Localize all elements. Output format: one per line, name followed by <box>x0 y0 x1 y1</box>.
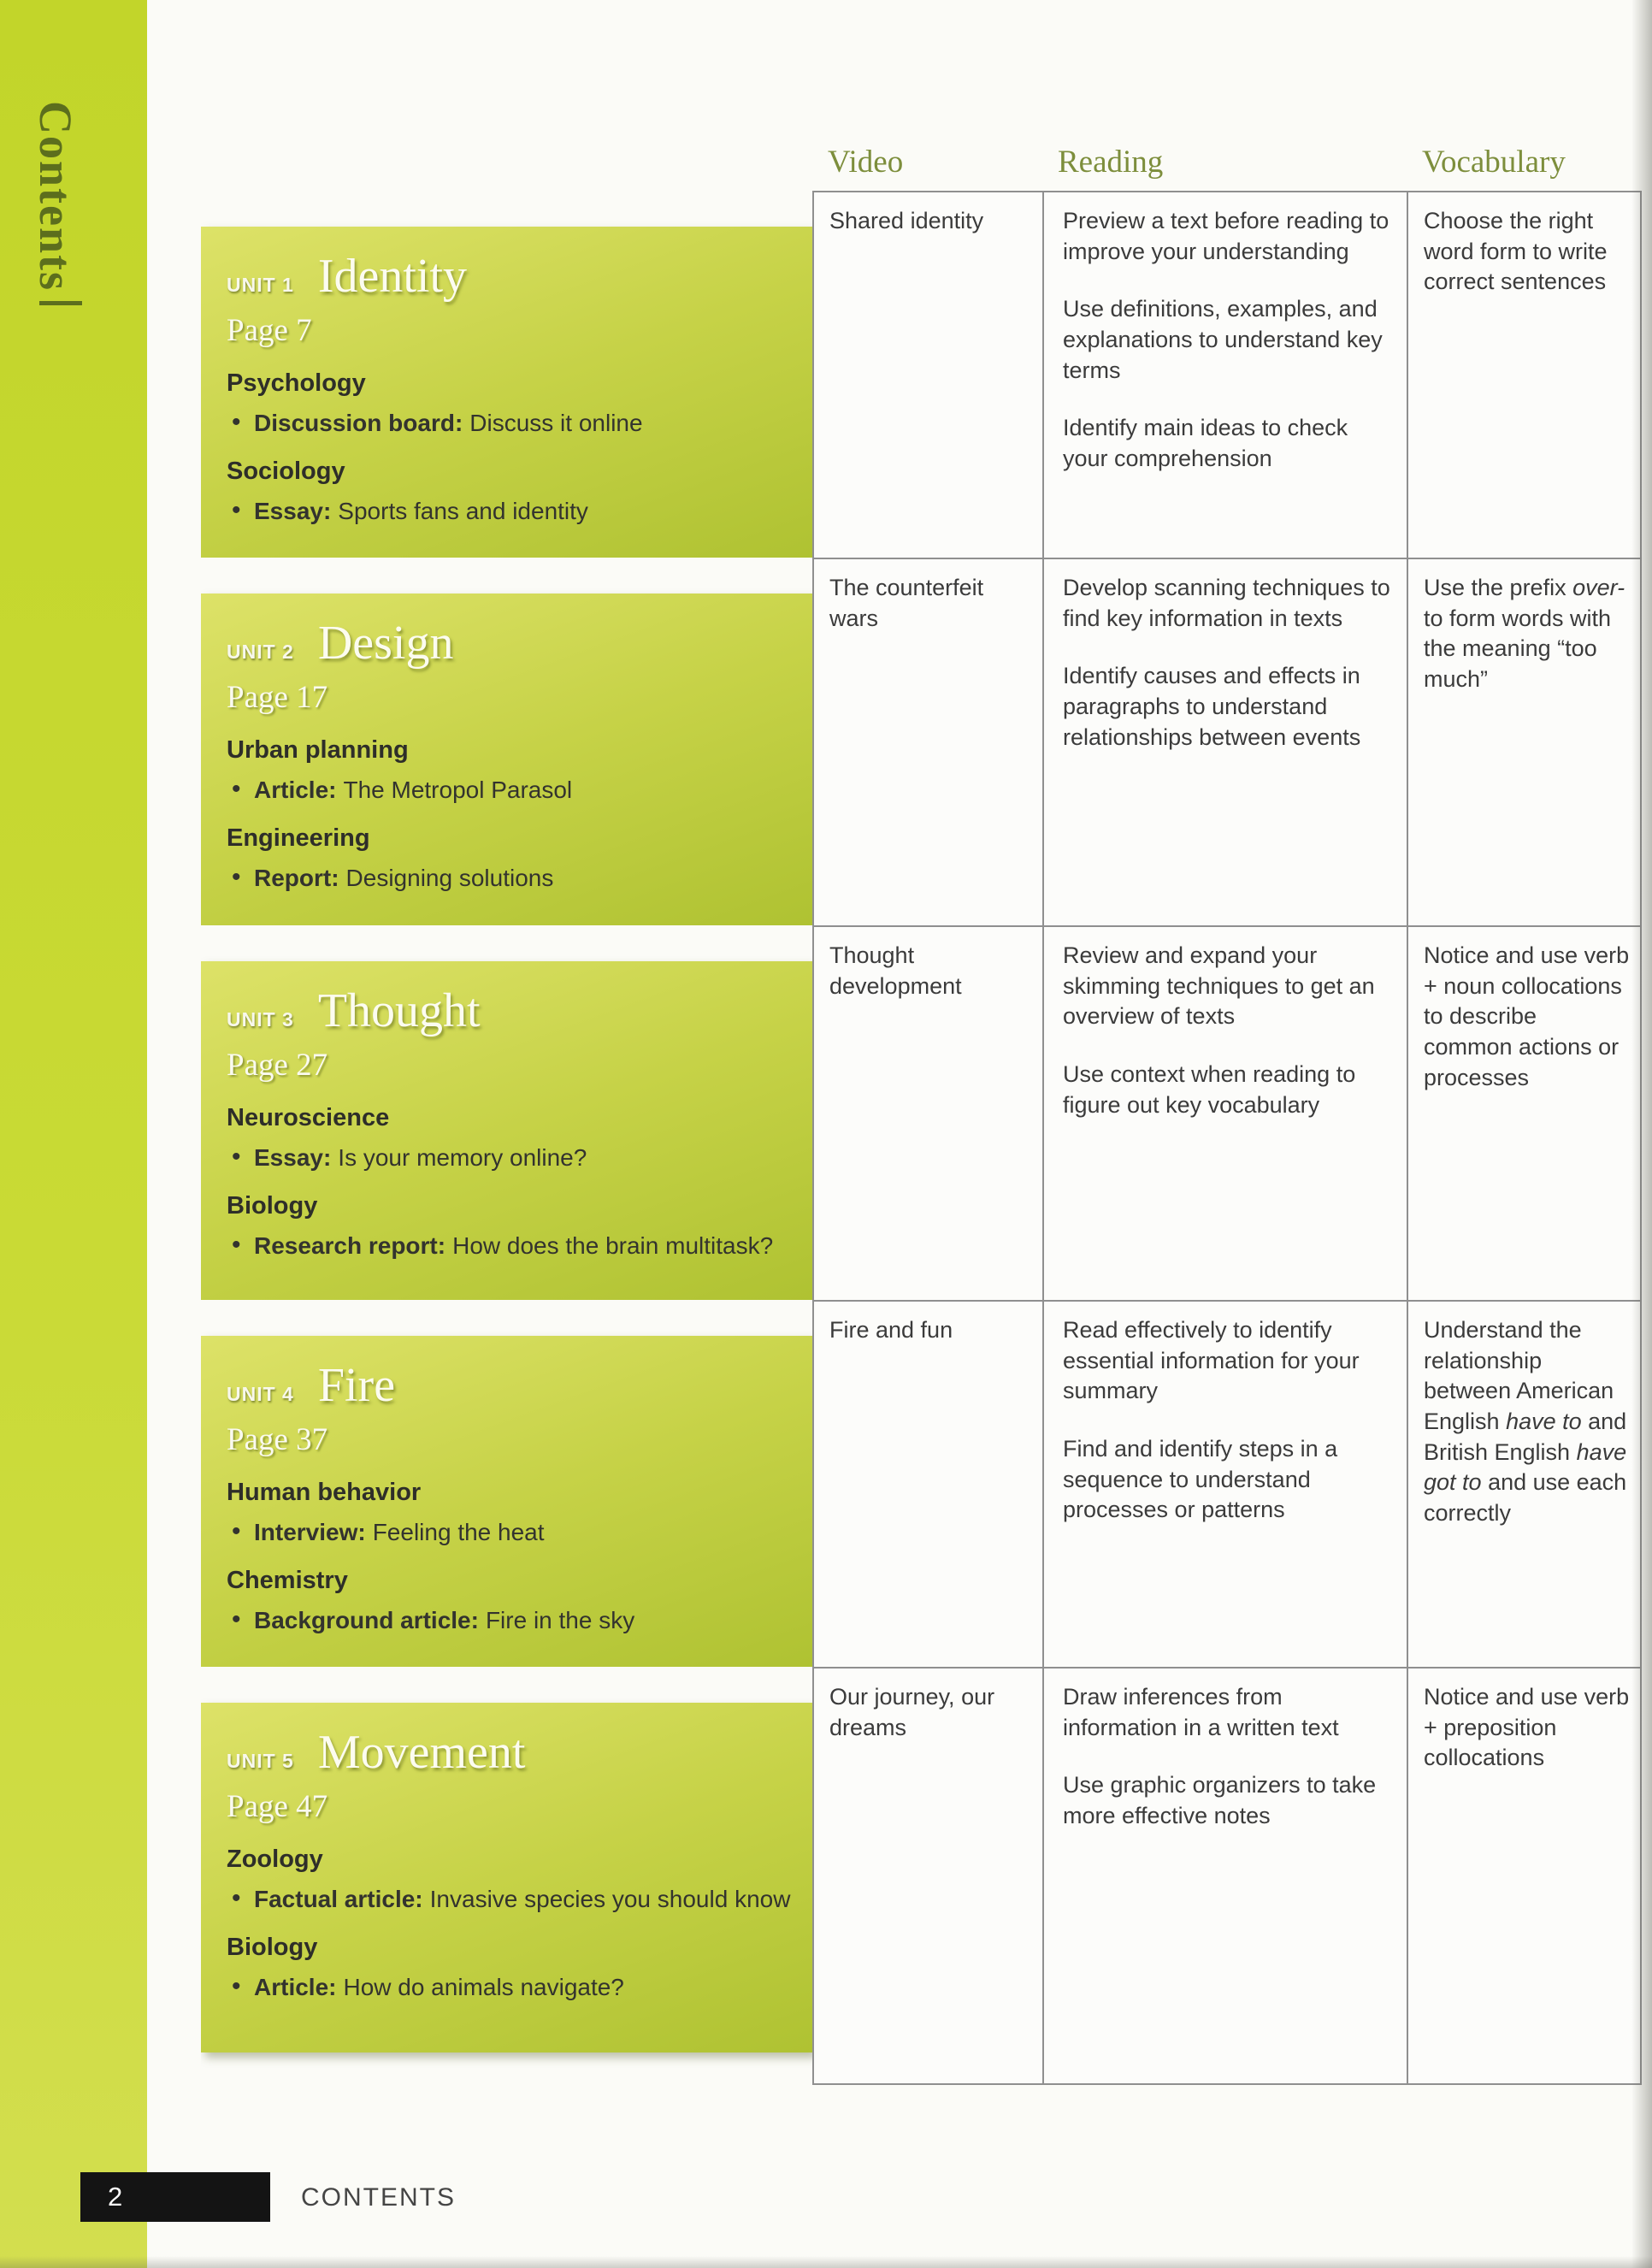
unit-heading <box>227 983 792 1038</box>
item-type-label: Article: <box>254 1974 337 2000</box>
reading-cell <box>1042 191 1407 558</box>
item-type-label: Discussion board: <box>254 410 463 436</box>
unit-number: UNIT 1 <box>227 274 294 296</box>
video-text: Fire and fun <box>829 1317 953 1343</box>
video-cell <box>812 191 1042 558</box>
footer-contents-label: CONTENTS <box>301 2183 456 2212</box>
unit-cell-design <box>201 558 812 925</box>
subject-item <box>227 1886 792 1913</box>
reading-point: Develop scanning techniques to find key information in texts <box>1063 575 1390 631</box>
reading-point: Identify causes and effects in paragraphs to understand relationships between events <box>1063 663 1361 750</box>
unit-panel <box>201 1703 812 2052</box>
contents-spine-title: Contents <box>30 101 81 292</box>
subject-item <box>227 1974 792 2001</box>
item-type-label: Background article: <box>254 1607 479 1633</box>
subject-item <box>227 1607 792 1634</box>
unit-number: UNIT 5 <box>227 1750 294 1772</box>
reading-point: Use context when reading to figure out key vocabulary <box>1063 1060 1356 1118</box>
vocabulary-cell <box>1407 925 1642 1300</box>
unit-title: Design <box>317 617 454 670</box>
unit-number: UNIT 2 <box>227 641 294 663</box>
unit-heading <box>227 1358 792 1413</box>
unit-cell-thought <box>201 925 812 1300</box>
unit-heading <box>227 616 792 670</box>
item-text: Discuss it online <box>469 410 643 436</box>
item-type-label: Report: <box>254 865 339 891</box>
unit-page: Page 47 <box>227 1789 328 1824</box>
video-cell <box>812 925 1042 1300</box>
page-number: 2 <box>108 2182 123 2212</box>
reading-point: Preview a text before reading to improve your understanding <box>1063 208 1389 264</box>
unit-title: Identity <box>317 250 468 303</box>
subject-name: Biology <box>227 1934 318 1961</box>
reading-point: Use definitions, examples, and explanations to understand key terms <box>1063 296 1383 383</box>
vocabulary-text: Understand the relationship between American English have to and British English have got to and use each correctly <box>1424 1317 1627 1526</box>
reading-cell <box>1042 925 1407 1300</box>
vocabulary-text: Notice and use verb + preposition collocations <box>1424 1684 1630 1771</box>
video-text: The counterfeit wars <box>829 575 984 631</box>
reading-point: Read effectively to identify essential information for your summary <box>1063 1317 1360 1404</box>
item-text: Feeling the heat <box>372 1519 545 1545</box>
subject-name: Biology <box>227 1192 318 1220</box>
vocabulary-cell <box>1407 558 1642 925</box>
item-text: Invasive species you should know <box>429 1886 791 1912</box>
unit-title: Movement <box>317 1726 526 1779</box>
item-text: How do animals navigate? <box>343 1974 624 2000</box>
reading-point: Identify main ideas to check your comprehension <box>1063 415 1348 471</box>
unit-cell-identity <box>201 191 812 558</box>
column-headers <box>201 120 1642 191</box>
item-text: Fire in the sky <box>485 1607 635 1633</box>
subject-name: Chemistry <box>227 1567 348 1594</box>
unit-number: UNIT 3 <box>227 1008 294 1031</box>
item-type-label: Factual article: <box>254 1886 423 1912</box>
reading-point: Use graphic organizers to take more effective notes <box>1063 1772 1377 1828</box>
video-cell <box>812 1300 1042 1667</box>
unit-heading <box>227 1725 792 1780</box>
item-text: Is your memory online? <box>338 1144 587 1171</box>
reading-point: Find and identify steps in a sequence to understand processes or patterns <box>1063 1435 1338 1523</box>
reading-point: Review and expand your skimming techniques to get an overview of texts <box>1063 942 1375 1030</box>
sidebar-stripe <box>0 0 147 2268</box>
item-text: The Metropol Parasol <box>343 777 573 803</box>
subject-name: Human behavior <box>227 1479 422 1506</box>
subject-name: Engineering <box>227 824 370 852</box>
subject-item <box>227 1144 792 1172</box>
subject-name: Zoology <box>227 1846 323 1873</box>
unit-title: Thought <box>317 984 481 1037</box>
unit-panel <box>201 961 812 1300</box>
unit-heading <box>227 249 792 304</box>
unit-page: Page 27 <box>227 1048 328 1083</box>
subject-name: Sociology <box>227 458 345 485</box>
vocabulary-text: Choose the right word form to write correct sentences <box>1424 208 1608 295</box>
subject-name: Neuroscience <box>227 1104 390 1131</box>
subject-item <box>227 498 792 525</box>
item-type-label: Essay: <box>254 498 332 524</box>
unit-panel <box>201 1336 812 1667</box>
vocabulary-cell <box>1407 191 1642 558</box>
video-text: Our journey, our dreams <box>829 1684 995 1740</box>
item-text: How does the brain multitask? <box>452 1232 774 1259</box>
vocabulary-cell <box>1407 1667 1642 2085</box>
item-type-label: Interview: <box>254 1519 366 1545</box>
item-text: Sports fans and identity <box>338 498 588 524</box>
subject-item <box>227 777 792 804</box>
unit-panel <box>201 594 812 925</box>
subject-name: Psychology <box>227 369 366 397</box>
unit-page: Page 37 <box>227 1422 328 1457</box>
subject-item <box>227 410 792 437</box>
reading-point: Draw inferences from information in a written text <box>1063 1684 1339 1740</box>
vocabulary-cell <box>1407 1300 1642 1667</box>
subject-name: Urban planning <box>227 736 409 764</box>
vocabulary-text: Notice and use verb + noun collocations to describe common actions or processes <box>1424 942 1630 1090</box>
item-type-label: Research report: <box>254 1232 446 1259</box>
item-type-label: Essay: <box>254 1144 332 1171</box>
reading-cell <box>1042 558 1407 925</box>
unit-number: UNIT 4 <box>227 1383 294 1405</box>
item-type-label: Article: <box>254 777 337 803</box>
column-header-reading: Reading <box>1058 145 1164 180</box>
reading-cell <box>1042 1667 1407 2085</box>
column-header-video: Video <box>828 145 904 180</box>
spine-underline <box>39 301 82 305</box>
unit-page: Page 17 <box>227 680 328 715</box>
unit-cell-movement <box>201 1667 812 2085</box>
unit-title: Fire <box>317 1359 396 1412</box>
contents-table <box>201 191 1642 2085</box>
unit-panel <box>201 227 812 558</box>
reading-cell <box>1042 1300 1407 1667</box>
vocabulary-text: Use the prefix over- to form words with the meaning “too much” <box>1424 575 1625 692</box>
page-edge-shadow-bottom <box>0 2256 1652 2268</box>
video-text: Thought development <box>829 942 962 999</box>
subject-item <box>227 1519 792 1546</box>
subject-item <box>227 1232 792 1260</box>
video-cell <box>812 1667 1042 2085</box>
subject-item <box>227 865 792 892</box>
column-header-vocabulary: Vocabulary <box>1422 145 1566 180</box>
video-cell <box>812 558 1042 925</box>
video-text: Shared identity <box>829 208 984 233</box>
unit-page: Page 7 <box>227 313 312 348</box>
item-text: Designing solutions <box>345 865 554 891</box>
footer-page-bar <box>80 2172 270 2222</box>
unit-cell-fire <box>201 1300 812 1667</box>
